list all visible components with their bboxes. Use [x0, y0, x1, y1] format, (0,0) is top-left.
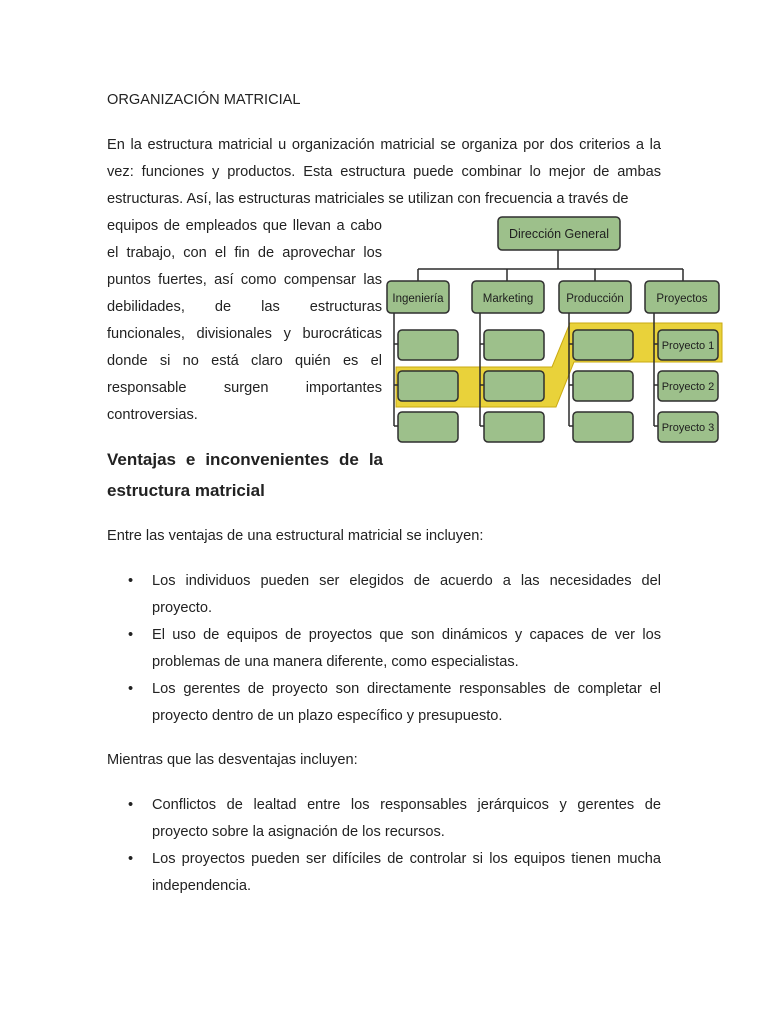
disadvantages-list [107, 792, 661, 900]
dept-label-proyectos: Proyectos [656, 293, 708, 305]
wrapped-line: el trabajo, con el fin de aprovechar los [107, 245, 382, 261]
wrapped-line: funcionales, divisionales y burocráticas [107, 326, 382, 342]
staff-box [398, 371, 458, 401]
wrapped-line: donde si no está claro quién es el [107, 353, 382, 369]
project-label-3: Proyecto 3 [661, 422, 715, 434]
dept-label-marketing: Marketing [482, 293, 534, 305]
staff-box [398, 330, 458, 360]
list-item: • Conflictos de lealtad entre los responsables jerárquicos y gerentes de proyecto sobre la asignación de los recursos. [107, 792, 661, 846]
advantages-intro: Entre las ventajas de una estructural matricial se incluyen: [107, 528, 484, 544]
list-item: • Los proyectos pueden ser difíciles de controlar si los equipos tienen mucha independencia. [107, 846, 661, 900]
staff-box [398, 412, 458, 442]
list-item: • Los individuos pueden ser elegidos de acuerdo a las necesidades del proyecto. [107, 568, 661, 622]
wrapped-line: puntos fuertes, así como compensar las [107, 272, 382, 288]
dept-label-ingenieria: Ingeniería [392, 293, 444, 305]
advantages-list [107, 568, 661, 730]
dept-label-produccion: Producción [566, 293, 624, 305]
wrapped-line: controversias. [107, 407, 198, 423]
intro-paragraph: En la estructura matricial u organización matricial se organiza por dos criterios a la vez: funciones y productos. Esta estructura puede combinar lo mejor de ambas estructuras. Así, las estructuras matriciales se utilizan con frecuencia a través de [107, 137, 661, 207]
project-label-1: Proyecto 1 [661, 340, 715, 352]
staff-box [484, 412, 544, 442]
list-item: • Los gerentes de proyecto son directamente responsables de completar el proyecto dentro de un plazo específico y presupuesto. [107, 676, 661, 730]
root-label: Dirección General [508, 227, 610, 241]
section-heading [107, 444, 383, 506]
wrapped-line: responsable surgen importantes [107, 380, 382, 396]
staff-box [573, 412, 633, 442]
staff-box [573, 330, 633, 360]
staff-box [484, 330, 544, 360]
disadvantages-intro: Mientras que las desventajas incluyen: [107, 752, 358, 768]
wrapped-paragraph [107, 213, 382, 429]
project-label-2: Proyecto 2 [661, 381, 715, 393]
section-heading-line: estructura matricial [107, 481, 265, 500]
page-title: ORGANIZACIÓN MATRICIAL [107, 92, 301, 108]
staff-box [573, 371, 633, 401]
wrapped-line: equipos de empleados que llevan a cabo [107, 218, 382, 234]
list-item: • El uso de equipos de proyectos que son dinámicos y capaces de ver los problemas de una manera diferente, como especialistas. [107, 622, 661, 676]
wrapped-line: debilidades, de las estructuras [107, 299, 382, 315]
org-chart-diagram [384, 213, 724, 447]
staff-box [484, 371, 544, 401]
section-heading-line: Ventajas e inconvenientes de la [107, 450, 383, 469]
